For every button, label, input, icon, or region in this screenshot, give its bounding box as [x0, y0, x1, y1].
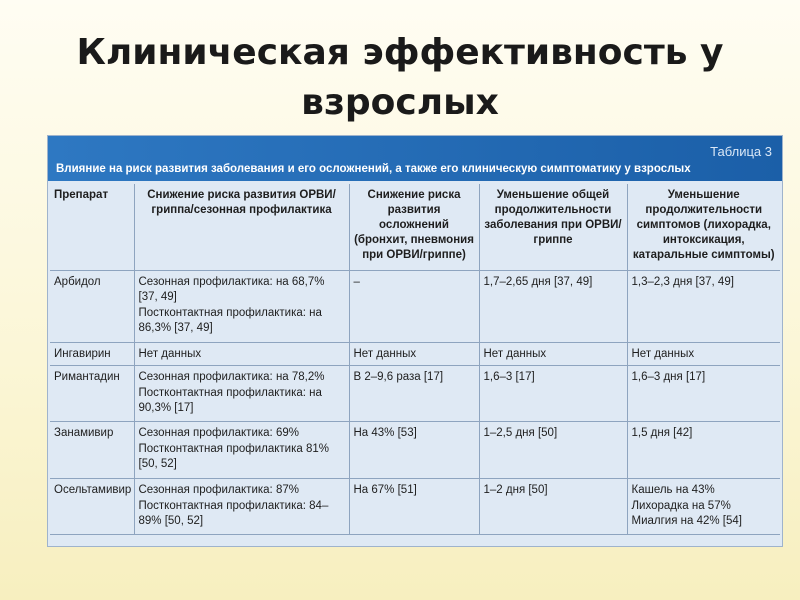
table-header-bar: [48, 136, 782, 181]
table-number: Таблица 3: [710, 144, 772, 159]
risk-line: Постконтактная профилактика: 84–89% [50, 52]: [138, 499, 329, 527]
risk-line: Сезонная профилактика: 69%: [138, 427, 299, 439]
col-header-drug: Препарат: [50, 184, 134, 270]
symptoms-cell: [627, 479, 780, 535]
symptoms-line: Миалгия на 42% [54]: [631, 515, 742, 527]
risk-cell: [134, 270, 349, 342]
duration-cell: 1,6–3 [17]: [479, 366, 627, 422]
col-header-duration: Уменьшение общей продолжительности заболевания при ОРВИ/гриппе: [479, 184, 627, 270]
symptoms-cell: [627, 422, 780, 479]
table-caption: Влияние на риск развития заболевания и его осложнений, а также его клиническую симптоматику у взрослых: [56, 163, 691, 175]
col-header-complications: Снижение риска развития осложнений (бронхит, пневмония при ОРВИ/гриппе): [349, 184, 479, 270]
title-line-1: Клиническая эффективность у: [76, 32, 724, 73]
duration-cell: 1–2 дня [50]: [479, 479, 627, 535]
risk-cell: [134, 366, 349, 422]
risk-cell: [134, 342, 349, 366]
drug-cell: Римантадин: [50, 366, 134, 422]
drug-cell: Занамивир: [50, 422, 134, 479]
risk-line: Постконтактная профилактика 81% [50, 52]: [138, 442, 329, 470]
col-header-risk: Снижение риска развития ОРВИ/ гриппа/сезонная профилактика: [134, 184, 349, 270]
duration-cell: Нет данных: [479, 342, 627, 366]
symptoms-line: 1,3–2,3 дня [37, 49]: [631, 275, 734, 288]
duration-cell: 1–2,5 дня [50]: [479, 422, 627, 479]
drug-cell: Осельтамивир: [50, 479, 134, 535]
complications-cell: На 67% [51]: [349, 479, 479, 535]
risk-line: Постконтактная профилактика: на 90,3% [17]: [138, 386, 322, 414]
col-header-symptoms: Уменьшение продолжительности симптомов (лихорадка, интоксикация, катаральные симптомы): [627, 184, 780, 270]
risk-line: Нет данных: [138, 347, 202, 360]
table-header-row: [50, 184, 780, 270]
risk-cell: [134, 479, 349, 535]
symptoms-cell: [627, 342, 780, 366]
symptoms-line: Нет данных: [631, 347, 695, 360]
drug-cell: Ингавирин: [50, 342, 134, 366]
symptoms-line: 1,5 дня [42]: [631, 427, 693, 439]
complications-cell: –: [349, 270, 479, 342]
symptoms-line: Кашель на 43%: [631, 484, 715, 496]
complications-cell: На 43% [53]: [349, 422, 479, 479]
complications-cell: Нет данных: [349, 342, 479, 366]
symptoms-line: 1,6–3 дня [17]: [631, 371, 706, 383]
risk-line: Постконтактная профилактика: на 86,3% [37, 49]: [138, 306, 322, 334]
symptoms-cell: [627, 366, 780, 422]
drug-cell: Арбидол: [50, 270, 134, 342]
complications-cell: В 2–9,6 раза [17]: [349, 366, 479, 422]
efficacy-table: [50, 184, 780, 535]
risk-line: Сезонная профилактика: на 78,2%: [138, 371, 325, 383]
risk-line: Сезонная профилактика: 87%: [138, 484, 299, 496]
symptoms-line: Лихорадка на 57%: [631, 499, 731, 512]
slide-title: [0, 28, 800, 128]
table-row: [50, 422, 780, 479]
table-panel: [47, 135, 783, 547]
risk-line: Сезонная профилактика: на 68,7% [37, 49]: [138, 275, 325, 303]
table-row: [50, 479, 780, 535]
risk-cell: [134, 422, 349, 479]
table-row: [50, 270, 780, 342]
duration-cell: 1,7–2,65 дня [37, 49]: [479, 270, 627, 342]
symptoms-cell: [627, 270, 780, 342]
table-row: [50, 342, 780, 366]
title-line-2: взрослых: [301, 82, 499, 123]
table-row: [50, 366, 780, 422]
